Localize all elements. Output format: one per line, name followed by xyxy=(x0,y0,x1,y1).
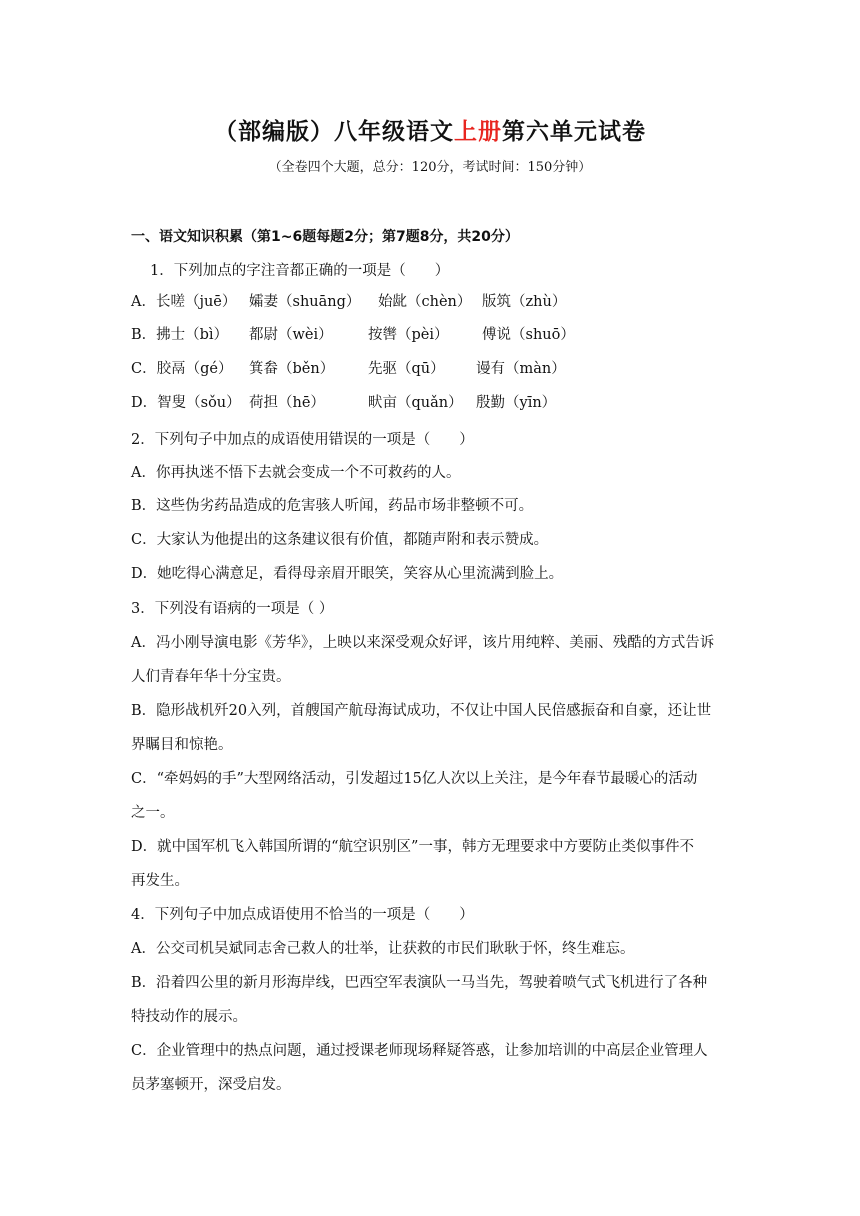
q1-c-item-4: 谩有（màn） xyxy=(476,361,566,377)
q2-option-b: B．这些伪劣药品造成的危害骇人听闻，药品市场非整顿不可。 xyxy=(131,498,534,514)
q1-option-c xyxy=(131,357,731,378)
q1-b-item-1: B．拂士（bì） xyxy=(131,327,229,343)
q2-option-a: A．你再执迷不悟下去就会变成一个不可救药的人。 xyxy=(131,465,461,481)
q1-d-item-2: 荷担（hē） xyxy=(249,395,325,411)
q2-stem: 2．下列句子中加点的成语使用错误的一项是（ ） xyxy=(131,432,474,448)
q1-d-item-1: D．智叟（sǒu） xyxy=(131,395,241,411)
q2-option-c: C．大家认为他提出的这条建议很有价值，都随声附和表示赞成。 xyxy=(131,532,549,548)
q3-option-b-line-1: B．隐形战机歼20入列，首艘国产航母海试成功，不仅让中国人民倍感振奋和自豪，还让世 xyxy=(131,703,712,719)
q3-option-c-line-1: C．“牵妈妈的手”大型网络活动，引发超过15亿人次以上关注，是今年春节最暖心的活动 xyxy=(131,771,698,787)
q1-option-b xyxy=(131,323,731,344)
q4-option-a: A．公交司机吴斌同志舍己救人的壮举，让获救的市民们耿耿于怀，终生难忘。 xyxy=(131,941,635,957)
q1-a-item-1: A．长嗟（juē） xyxy=(131,294,237,310)
title-highlight: 上册 xyxy=(454,119,502,145)
q1-c-item-2: 箕畚（běn） xyxy=(249,361,335,377)
q1-c-item-1: C．胶鬲（gé） xyxy=(131,361,233,377)
q3-option-d-line-1: D．就中国军机飞入韩国所谓的“航空识别区”一事，韩方无理要求中方要防止类似事件不 xyxy=(131,839,694,855)
q4-option-b-line-2: 特技动作的展示。 xyxy=(131,1009,247,1025)
section-1-heading: 一、语文知识积累（第1~6题每题2分；第7题8分，共20分） xyxy=(131,229,519,245)
title-part-1: （部编版）八年级语文 xyxy=(214,119,454,145)
q4-option-c-line-1: C．企业管理中的热点问题，通过授课老师现场释疑答惑，让参加培训的中高层企业管理人 xyxy=(131,1043,708,1059)
q1-a-item-4: 版筑（zhù） xyxy=(482,294,567,310)
q1-stem: 1．下列加点的字注音都正确的一项是（ ） xyxy=(150,263,450,279)
q3-option-b-line-2: 界瞩目和惊艳。 xyxy=(131,737,233,753)
q2-option-d: D．她吃得心满意足，看得母亲眉开眼笑，笑容从心里流满到脸上。 xyxy=(131,566,564,582)
q3-option-c-line-2: 之一。 xyxy=(131,805,175,821)
q1-d-item-4: 殷勤（yīn） xyxy=(476,395,557,411)
q3-option-d-line-2: 再发生。 xyxy=(131,873,189,889)
q3-option-a-line-1: A．冯小刚导演电影《芳华》，上映以来深受观众好评，该片用纯粹、美丽、残酷的方式告诉 xyxy=(131,635,715,651)
exam-info: （全卷四个大题，总分：120分，考试时间：150分钟） xyxy=(268,160,592,175)
q1-option-a xyxy=(131,290,731,311)
q1-a-item-2: 孀妻（shuāng） xyxy=(249,294,361,310)
q1-b-item-4: 傅说（shuō） xyxy=(482,327,575,343)
q4-option-b-line-1: B．沿着四公里的新月形海岸线，巴西空军表演队一马当先，驾驶着喷气式飞机进行了各种 xyxy=(131,975,708,991)
q1-b-item-2: 都尉（wèi） xyxy=(249,327,333,343)
q1-a-item-3: 始龀（chèn） xyxy=(378,294,472,310)
q1-d-item-3: 畎亩（quǎn） xyxy=(368,395,463,411)
page-title xyxy=(0,113,860,146)
q1-c-item-3: 先驱（qū） xyxy=(368,361,445,377)
q3-option-a-line-2: 人们青春年华十分宝贵。 xyxy=(131,669,291,685)
q4-option-c-line-2: 员茅塞顿开，深受启发。 xyxy=(131,1077,291,1093)
title-part-3: 第六单元试卷 xyxy=(502,119,646,145)
q1-b-item-3: 按辔（pèi） xyxy=(368,327,449,343)
q1-option-d xyxy=(131,391,731,412)
q3-stem: 3．下列没有语病的一项是（ ） xyxy=(131,601,334,617)
q4-stem: 4．下列句子中加点成语使用不恰当的一项是（ ） xyxy=(131,907,474,923)
